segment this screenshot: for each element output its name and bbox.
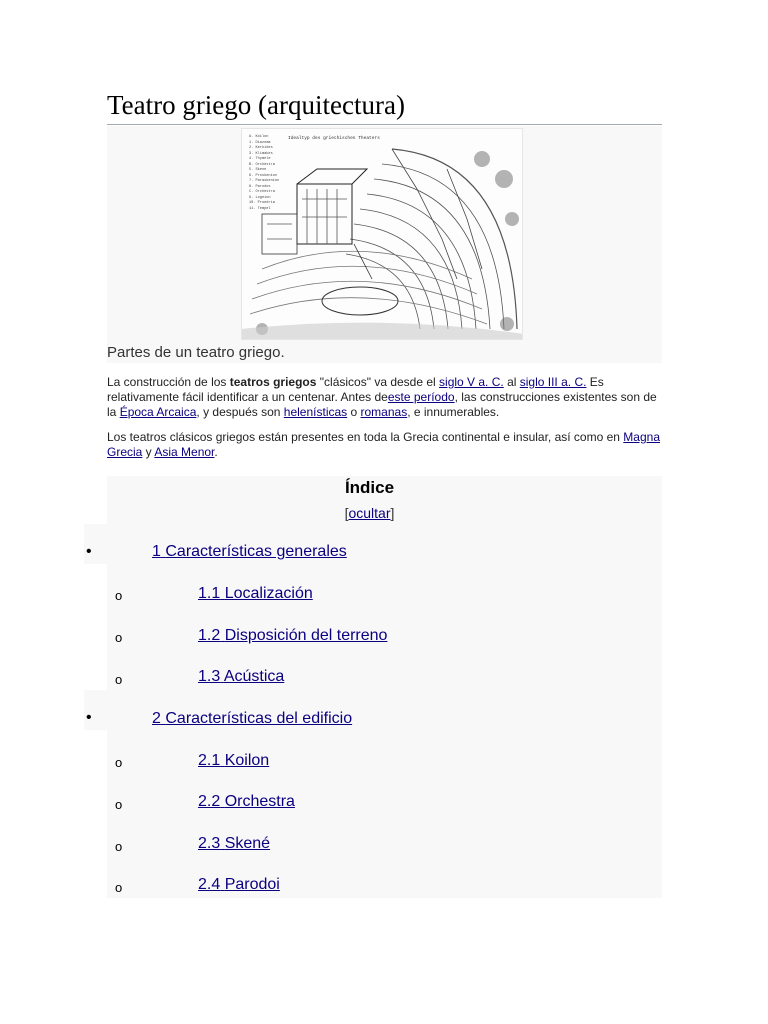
link-epoca-arcaica[interactable]: Época Arcaica (119, 405, 197, 419)
link-romanas[interactable]: romanas (360, 405, 408, 419)
toc-item-caracteristicas-edificio[interactable] (152, 710, 352, 728)
toc-text: Características del edificio (165, 710, 353, 727)
toc-sub-bullet: o (115, 880, 123, 895)
text-run: , y después son (196, 405, 284, 419)
link-siglo-iii[interactable]: siglo III a. C. (519, 375, 587, 389)
text-run: al (503, 375, 520, 389)
toc-text: Acústica (223, 668, 285, 685)
toc-number: 1.1 (198, 585, 221, 602)
toc-toggle (107, 505, 632, 521)
toc-bullet: • (86, 543, 92, 560)
link-magna-grecia[interactable]: Magna Grecia (107, 430, 660, 459)
toc-number: 1.3 (198, 668, 221, 685)
toc-text: Orchestra (224, 793, 295, 810)
text-run: . (214, 445, 218, 459)
toc-item-caracteristicas-generales[interactable] (152, 543, 347, 561)
illustration-heading: Idealtyp des griechischen Theaters (288, 136, 380, 141)
toc-title: Índice (344, 478, 395, 497)
text-run: , e innumerables. (407, 405, 500, 419)
toc-bullet: • (86, 709, 92, 726)
text-run: y (142, 445, 155, 459)
toc-text: Koilon (224, 752, 270, 769)
text-run: "clásicos" va desde el (316, 375, 440, 389)
toc-toggle-bracket: [ (344, 505, 349, 521)
legend-line: 6. Proskenion (249, 173, 278, 178)
legend-line: 5. Skene (249, 168, 267, 172)
toc-text: Parodoi (224, 876, 280, 893)
link-asia-menor[interactable]: Asia Menor (154, 445, 215, 459)
text-run: Es relativamente fácil identificar a un centenar. Antes de (107, 375, 604, 404)
toc-number: 2.4 (198, 876, 221, 893)
title-divider (107, 124, 662, 125)
toc-number: 2 (152, 710, 161, 727)
text-run: La construcción de los (107, 375, 230, 389)
toc-text: Skené (224, 835, 271, 852)
legend-line: 7. Paraskenion (249, 179, 280, 183)
toc-text: Características generales (165, 543, 347, 560)
link-helenisticas[interactable]: helenísticas (283, 405, 348, 419)
legend-line: C. Orchestra (249, 190, 275, 194)
toc-sub-bullet: o (115, 839, 123, 854)
toc-number: 2.2 (198, 793, 221, 810)
toc-item-skene[interactable] (198, 835, 270, 853)
legend-line: 2. Kerkides (249, 146, 273, 150)
toc-sub-bullet: o (115, 588, 123, 603)
text-run: Los teatros clásicos griegos están presentes en toda la Grecia continental e insular, así como en (107, 430, 624, 444)
toc-sub-bullet: o (115, 672, 123, 687)
intro-paragraph-1 (107, 375, 667, 420)
link-este-periodo[interactable]: este período (387, 390, 455, 404)
toc-text: Disposición del terreno (224, 627, 388, 644)
theatre-illustration[interactable] (241, 128, 523, 340)
text-run: , las construcciones existentes son de la (107, 390, 657, 419)
toc-toggle-bracket: ] (390, 505, 395, 521)
legend-line: A. Koilon (249, 135, 269, 139)
toc-text: Localización (224, 585, 313, 602)
toc-number: 1.2 (198, 627, 221, 644)
toc-sub-bullet: o (115, 797, 123, 812)
toc-item-acustica[interactable] (198, 668, 284, 686)
legend-line: 1. Diazoma (249, 140, 271, 145)
toc-item-koilon[interactable] (198, 752, 269, 770)
legend-line: B. Orchestra (249, 162, 275, 167)
toc-item-disposicion-terreno[interactable] (198, 627, 387, 645)
illustration-legend (249, 135, 291, 212)
legend-line: 8. Parodos (249, 184, 271, 189)
toc-item-orchestra[interactable] (198, 793, 295, 811)
text-run: o (347, 405, 361, 419)
toc-sub-bullet: o (115, 755, 123, 770)
legend-line: 10. Proedria (249, 201, 275, 205)
bold-term: teatros griegos (229, 375, 317, 389)
toc-hide-link[interactable]: ocultar (348, 505, 391, 521)
legend-line: 9. Logeion (249, 195, 271, 200)
toc-number: 2.1 (198, 752, 221, 769)
page-title: Teatro griego (arquitectura) (107, 90, 405, 120)
toc-item-parodoi[interactable] (198, 876, 280, 894)
intro-paragraph-2 (107, 430, 667, 460)
toc-sub-bullet: o (115, 630, 123, 645)
legend-line: 11. Tempel (249, 206, 271, 211)
toc-number: 1 (152, 543, 161, 560)
figure-caption: Partes de un teatro griego. (107, 344, 285, 361)
legend-line: 4. Thymele (249, 157, 271, 161)
link-siglo-v[interactable]: siglo V a. C. (439, 375, 504, 389)
toc-number: 2.3 (198, 835, 221, 852)
toc-container (107, 476, 662, 898)
legend-line: 3. Klimakes (249, 151, 273, 156)
toc-item-localizacion[interactable] (198, 585, 313, 603)
